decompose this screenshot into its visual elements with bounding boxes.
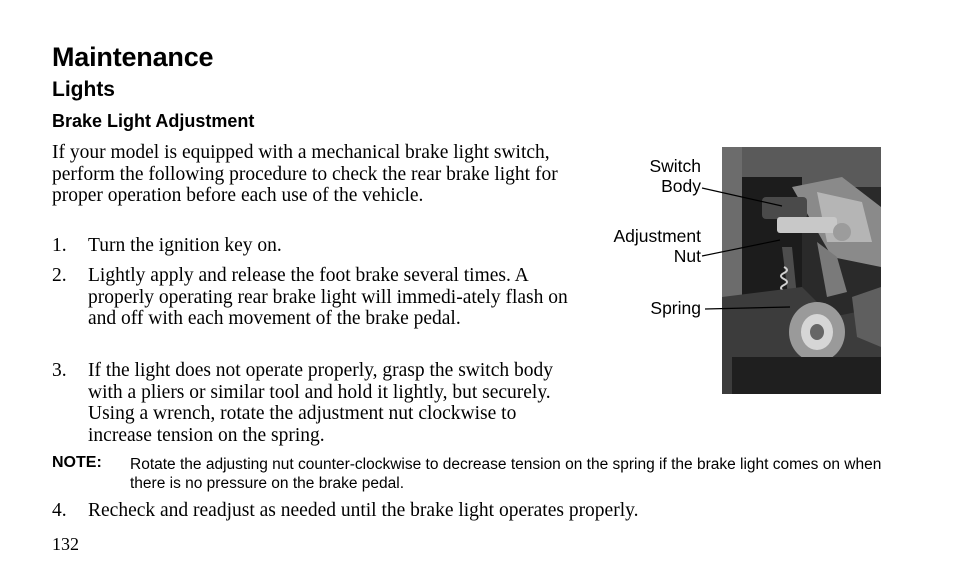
- page-number: 132: [52, 534, 79, 554]
- step-number: 3.: [52, 360, 67, 381]
- callout-switch-body: [600, 156, 701, 196]
- brake-switch-photo: [722, 147, 881, 394]
- callout-switch-line2: Body: [661, 176, 701, 196]
- step-number: 1.: [52, 235, 67, 256]
- note-text: Rotate the adjusting nut counter-clockwise to decrease tension on the spring if the brake light comes on when there is no pressure on the brake pedal.: [130, 456, 882, 492]
- callout-adjust-line1: Adjustment: [613, 226, 701, 246]
- step-number: 2.: [52, 265, 67, 286]
- callout-adjustment-nut: [590, 226, 701, 266]
- callout-adjust-line2: Nut: [673, 246, 701, 266]
- step-number: 4.: [52, 500, 67, 521]
- subsection-heading: Brake Light Adjustment: [52, 111, 255, 131]
- step-text: If the light does not operate properly, grasp the switch body with a pliers or similar tool and hold it lightly, but securely. Using a wrench, rotate the adjustment nut clockwise to increase tension on the spring.: [88, 360, 553, 446]
- step-text: Recheck and readjust as needed until the brake light operates properly.: [88, 500, 639, 521]
- step-text: Turn the ignition key on.: [88, 235, 282, 256]
- intro-paragraph: If your model is equipped with a mechanical brake light switch, perform the following procedure to check the rear brake light for proper operation before each use of the vehicle.: [52, 142, 558, 206]
- step-text: Lightly apply and release the foot brake several times. A properly operating rear brake light will immedi-ately flash on and off with each movement of the brake pedal.: [88, 265, 568, 329]
- callout-spring: Spring: [650, 298, 701, 318]
- page-title: Maintenance: [52, 42, 214, 72]
- note-label: NOTE:: [52, 454, 102, 471]
- section-heading: Lights: [52, 78, 115, 101]
- callout-switch-line1: Switch: [649, 156, 701, 176]
